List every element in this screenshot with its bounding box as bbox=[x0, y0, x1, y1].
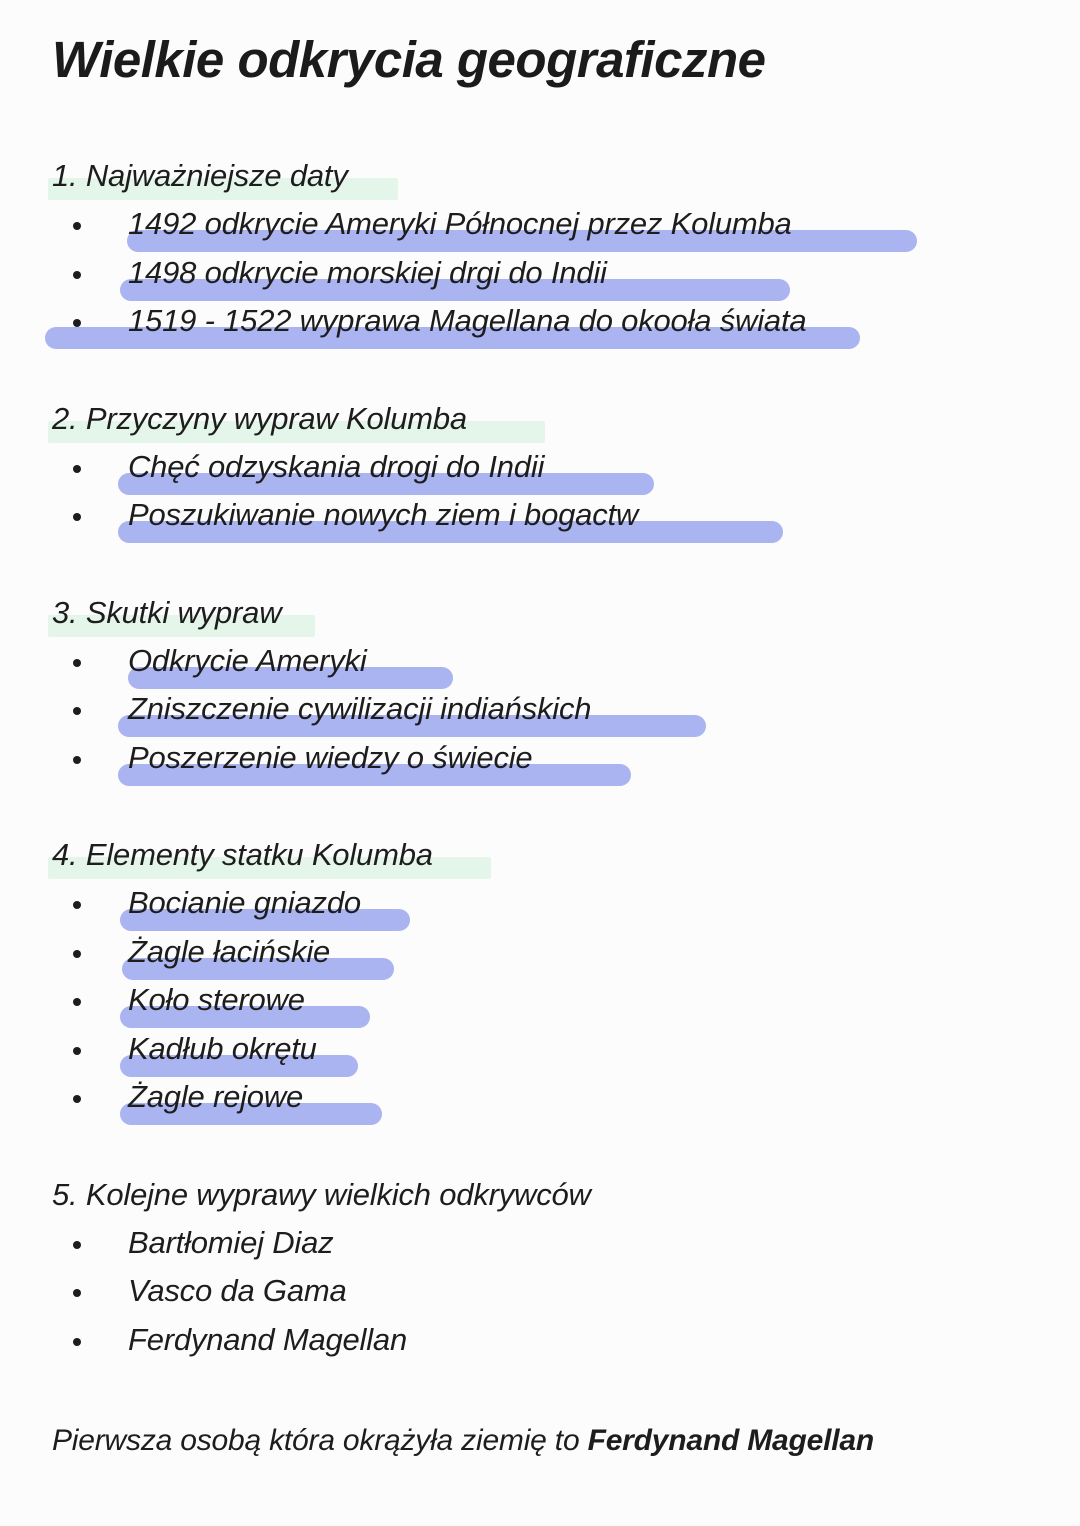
list-item: Vasco da Gama bbox=[128, 1273, 347, 1308]
list-item: Koło sterowe bbox=[128, 982, 305, 1017]
list-item: Żagle łacińskie bbox=[128, 933, 331, 969]
bullet-point-icon bbox=[73, 319, 81, 327]
section-heading: 5. Kolejne wyprawy wielkich odkrywców bbox=[52, 1176, 591, 1212]
bullet-point-icon bbox=[73, 222, 81, 230]
bullet-point-icon bbox=[73, 707, 81, 715]
list-item: Ferdynand Magellan bbox=[128, 1321, 408, 1357]
bullet-point-icon bbox=[73, 465, 81, 473]
bullet-point-icon bbox=[73, 901, 81, 909]
list-item: Żagle rejowe bbox=[128, 1079, 304, 1114]
closing-prefix: Pierwsza osobą która okrążyła ziemię to bbox=[52, 1424, 588, 1457]
bullet-point-icon bbox=[73, 513, 81, 521]
bullet-point-icon bbox=[73, 1095, 81, 1103]
closing-statement bbox=[52, 1424, 874, 1458]
page-title: Wielkie odkrycia geograficzne bbox=[52, 31, 766, 88]
section-heading: 3. Skutki wypraw bbox=[52, 594, 282, 630]
bullet-point-icon bbox=[73, 271, 81, 279]
bullet-point-icon bbox=[73, 756, 81, 764]
list-item: Zniszczenie cywilizacji indiańskich bbox=[128, 691, 592, 726]
bullet-point-icon bbox=[73, 1289, 81, 1297]
bullet-point-icon bbox=[73, 1047, 81, 1055]
bullet-point-icon bbox=[73, 659, 81, 667]
bullet-point-icon bbox=[73, 1241, 81, 1249]
list-item: Kadłub okrętu bbox=[128, 1030, 317, 1066]
bullet-point-icon bbox=[73, 1338, 81, 1346]
list-item: Odkrycie Ameryki bbox=[128, 642, 367, 678]
section-heading: 4. Elementy statku Kolumba bbox=[52, 837, 433, 872]
list-item: Poszerzenie wiedzy o świecie bbox=[128, 739, 533, 775]
bullet-point-icon bbox=[73, 950, 81, 958]
bullet-point-icon bbox=[73, 998, 81, 1006]
list-item: Poszukiwanie nowych ziem i bogactw bbox=[128, 497, 639, 532]
list-item: 1492 odkrycie Ameryki Północnej przez Kolumba bbox=[128, 206, 792, 241]
list-item: Chęć odzyskania drogi do Indii bbox=[128, 448, 545, 484]
section-heading: 1. Najważniejsze daty bbox=[52, 158, 348, 193]
list-item: Bocianie gniazdo bbox=[128, 885, 361, 920]
list-item: 1498 odkrycie morskiej drgi do Indii bbox=[128, 254, 607, 290]
list-item: 1519 - 1522 wyprawa Magellana do okooła świata bbox=[128, 303, 807, 338]
closing-emphasis: Ferdynand Magellan bbox=[587, 1424, 875, 1457]
section-heading: 2. Przyczyny wypraw Kolumba bbox=[52, 400, 467, 436]
list-item: Bartłomiej Diaz bbox=[128, 1224, 334, 1260]
